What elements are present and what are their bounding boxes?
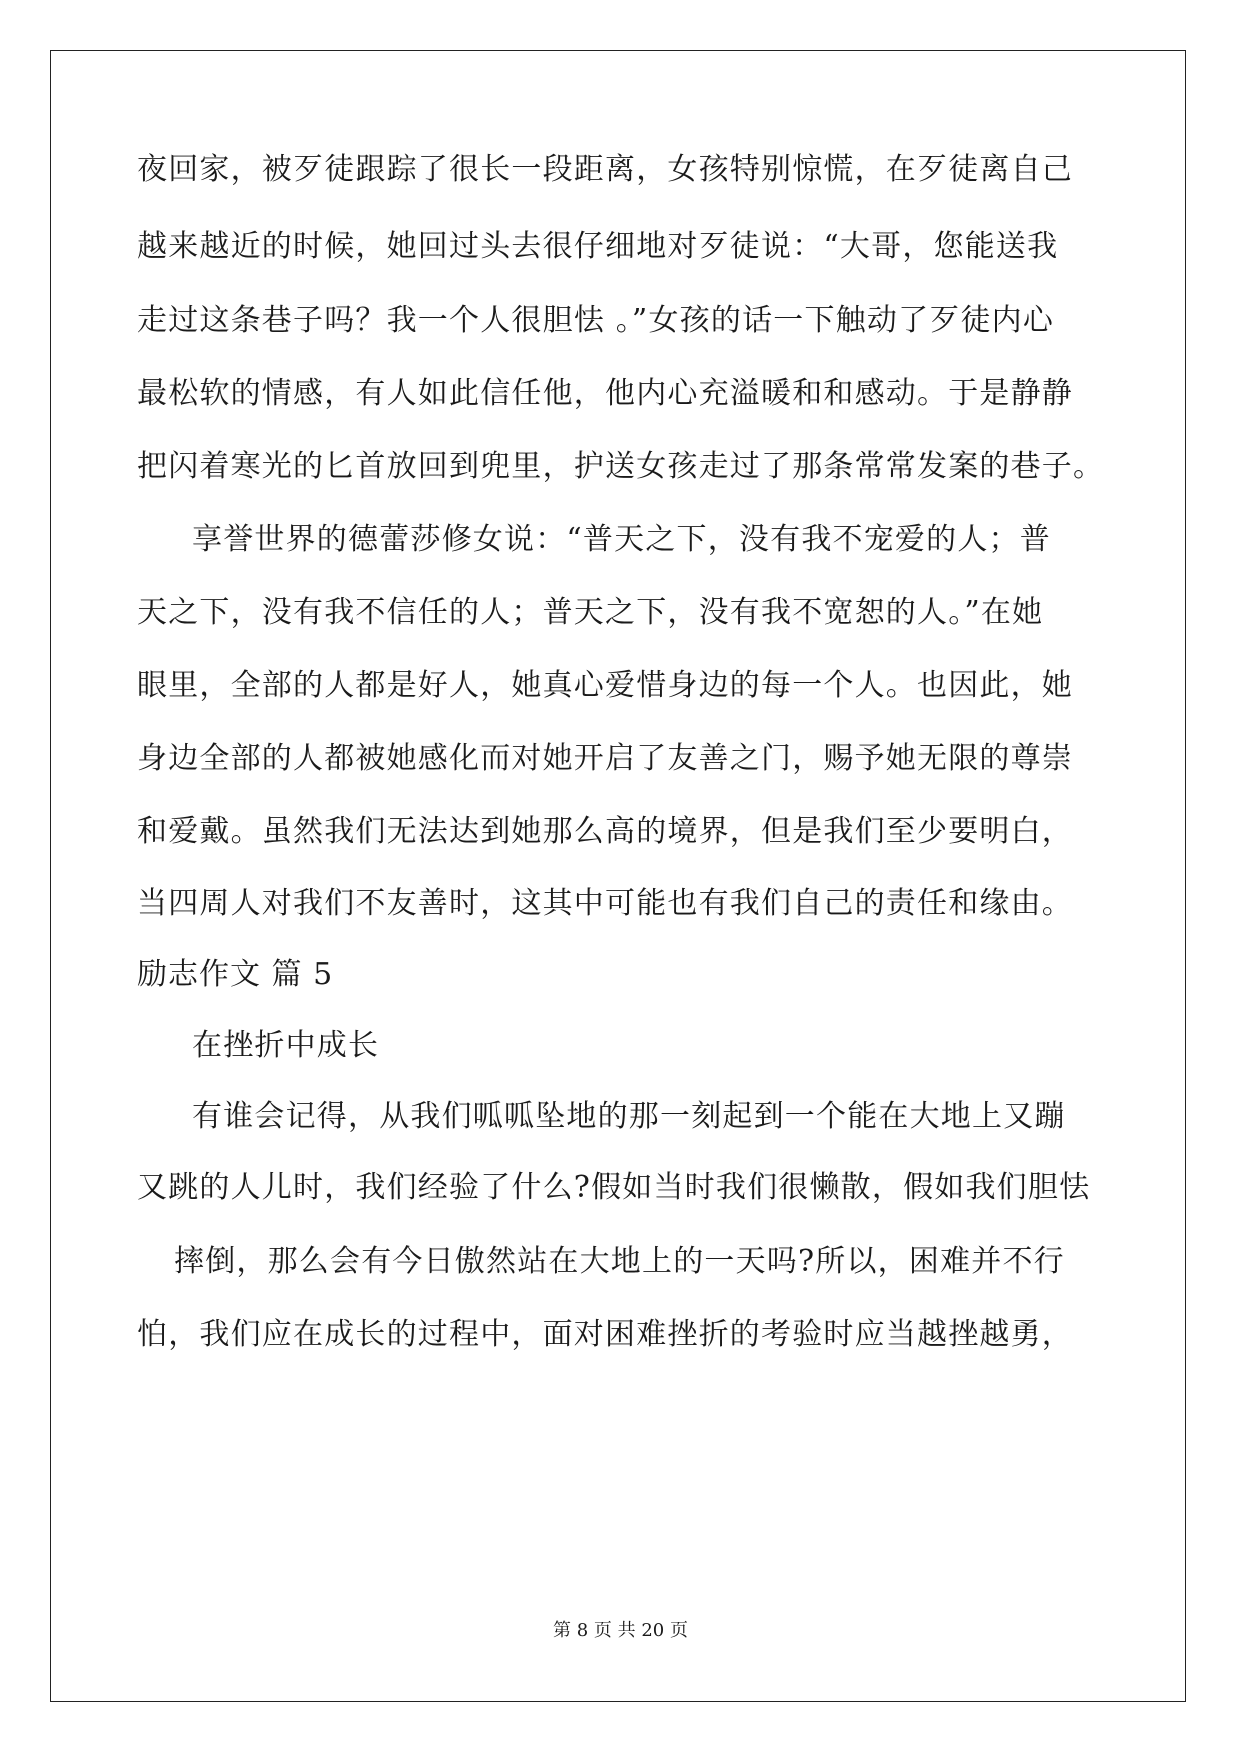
body-line: 最松软的情感，有人如此信任他，他内心充溢暖和和感动。于是静静 (137, 376, 1073, 411)
body-line: 怕，我们应在成长的过程中，面对困难挫折的考验时应当越挫越勇， (137, 1317, 1073, 1352)
body-line: 把闪着寒光的匕首放回到兜里，护送女孩走过了那条常常发案的巷子。 (137, 449, 1105, 484)
body-line: 享誉世界的德蕾莎修女说：“普天之下，没有我不宠爱的人；普 (192, 522, 1051, 557)
essay-title: 在挫折中成长 (192, 1028, 380, 1063)
body-line: 又跳的人儿时，我们经验了什么?假如当时我们很懒散，假如我们胆怯 (137, 1170, 1091, 1205)
body-line: 夜回家，被歹徒跟踪了很长一段距离，女孩特别惊慌，在歹徒离自己 (137, 152, 1073, 187)
body-line: 有谁会记得，从我们呱呱坠地的那一刻起到一个能在大地上又蹦 (192, 1099, 1066, 1134)
page-border (50, 50, 1186, 1702)
page-number: 第 8 页 共 20 页 (553, 1620, 688, 1641)
body-line: 摔倒，那么会有今日傲然站在大地上的一天吗?所以，困难并不行 (174, 1244, 1065, 1279)
section-heading: 励志作文 篇 5 (137, 957, 334, 992)
body-line: 越来越近的时候，她回过头去很仔细地对歹徒说：“大哥，您能送我 (137, 229, 1059, 264)
body-line: 眼里，全部的人都是好人，她真心爱惜身边的每一个人。也因此，她 (137, 668, 1073, 703)
body-line: 走过这条巷子吗？我一个人很胆怯 。”女孩的话一下触动了歹徒内心 (137, 303, 1055, 338)
body-line: 当四周人对我们不友善时，这其中可能也有我们自己的责任和缘由。 (137, 886, 1073, 921)
body-line: 天之下，没有我不信任的人；普天之下，没有我不宽恕的人。”在她 (137, 595, 1044, 630)
body-line: 和爱戴。虽然我们无法达到她那么高的境界，但是我们至少要明白， (137, 814, 1073, 849)
body-line: 身边全部的人都被她感化而对她开启了友善之门，赐予她无限的尊崇 (137, 741, 1073, 776)
